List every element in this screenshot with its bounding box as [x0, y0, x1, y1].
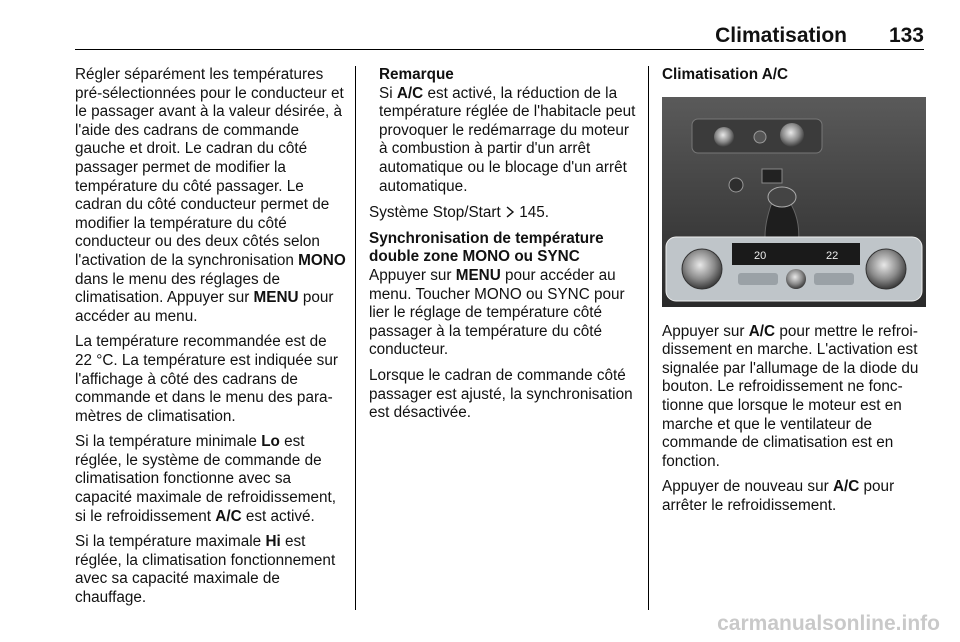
hi-label: Hi — [265, 533, 281, 551]
paragraph-sync-off: Lorsque le cadran de commande côté passager est ajusté, la synchronisation est désactivée. — [369, 366, 633, 422]
paragraph-ac-on: Appuyer sur A/C pour mettre le refroidissement en marche. L'activation est signalée par l'allumage de la diode du bouton. Le refroidissement ne fonctionne que lorsque le moteur est en marche et que le ventilateur de commande de climatisation est en fonction. — [662, 322, 919, 470]
page-number: 133 — [888, 24, 924, 47]
lo-label: Lo — [261, 433, 280, 451]
climate-control-photo — [662, 97, 926, 307]
paragraph-min-temperature: Si la température minimale Lo est réglée, le système de commande de climatisation fonctionne avec sa capacité maximale de refroidissement, si le refroidissement A/C est activé. — [75, 433, 337, 525]
note-text: Si A/C est activé, la réduction de la température réglée de l'habitacle peut provoquer le redémarrage du moteur à combustion à partir d'un arrêt automatique ou le blocage d'un arrêt automatique. — [379, 84, 636, 195]
cross-reference[interactable]: Système Stop/Start 145. — [369, 204, 550, 222]
section-title: Climatisation — [715, 24, 847, 47]
mono-label: MONO — [298, 251, 346, 269]
header-divider — [75, 49, 924, 50]
note-box — [379, 66, 637, 196]
note-title: Remarque — [379, 66, 454, 83]
paragraph-recommended-temperature: La température recommandée est de 22 °C. La température est indiquée sur l'affichage à côté des cadrans de commande et dans le menu des paramètres de climatisation. — [75, 333, 338, 425]
menu-label: MENU — [253, 289, 299, 307]
ac-label: A/C — [215, 507, 242, 525]
page-header — [0, 0, 960, 56]
column-1 — [75, 66, 347, 615]
subheading-sync: Synchronisation de température double zone MONO ou SYNC — [369, 229, 604, 266]
column-2 — [369, 66, 637, 430]
watermark: carmanualsonline.info — [717, 612, 940, 635]
heading-ac: Climatisation A/C — [662, 66, 789, 83]
paragraph-temperature-setting: Régler séparément les températures pré-sélectionnées pour le conducteur et le passager avant à la valeur désirée, à l'aide des cadrans de commande gauche et droit. Le cadran du côté passager permet de modifier la température du côté passager. Le cadran du côté conducteur permet de modifier la température du côté conducteur ou des deux côtés selon l'activation de la synchronisation MONO dans le menu des réglages de climatisation. Appuyer sur MENU pour accéder au menu. — [75, 66, 346, 325]
column-divider-1 — [355, 66, 356, 610]
column-divider-2 — [648, 66, 649, 610]
paragraph-max-temperature: Si la température maximale Hi est réglée, la climatisation fonctionnement avec sa capacité maximale de chauffage. — [75, 533, 336, 607]
column-3 — [662, 66, 926, 523]
display-right-temp: 22 — [826, 249, 839, 262]
display-left-temp: 20 — [754, 249, 767, 262]
paragraph-ac-off: Appuyer de nouveau sur A/C pour arrêter le refroidissement. — [662, 478, 895, 514]
arrow-icon — [505, 205, 515, 217]
paragraph-sync: Appuyer sur MENU pour accéder au menu. Toucher MONO ou SYNC pour lier le réglage de température côté passager à la température du côté conducteur. — [369, 266, 625, 359]
